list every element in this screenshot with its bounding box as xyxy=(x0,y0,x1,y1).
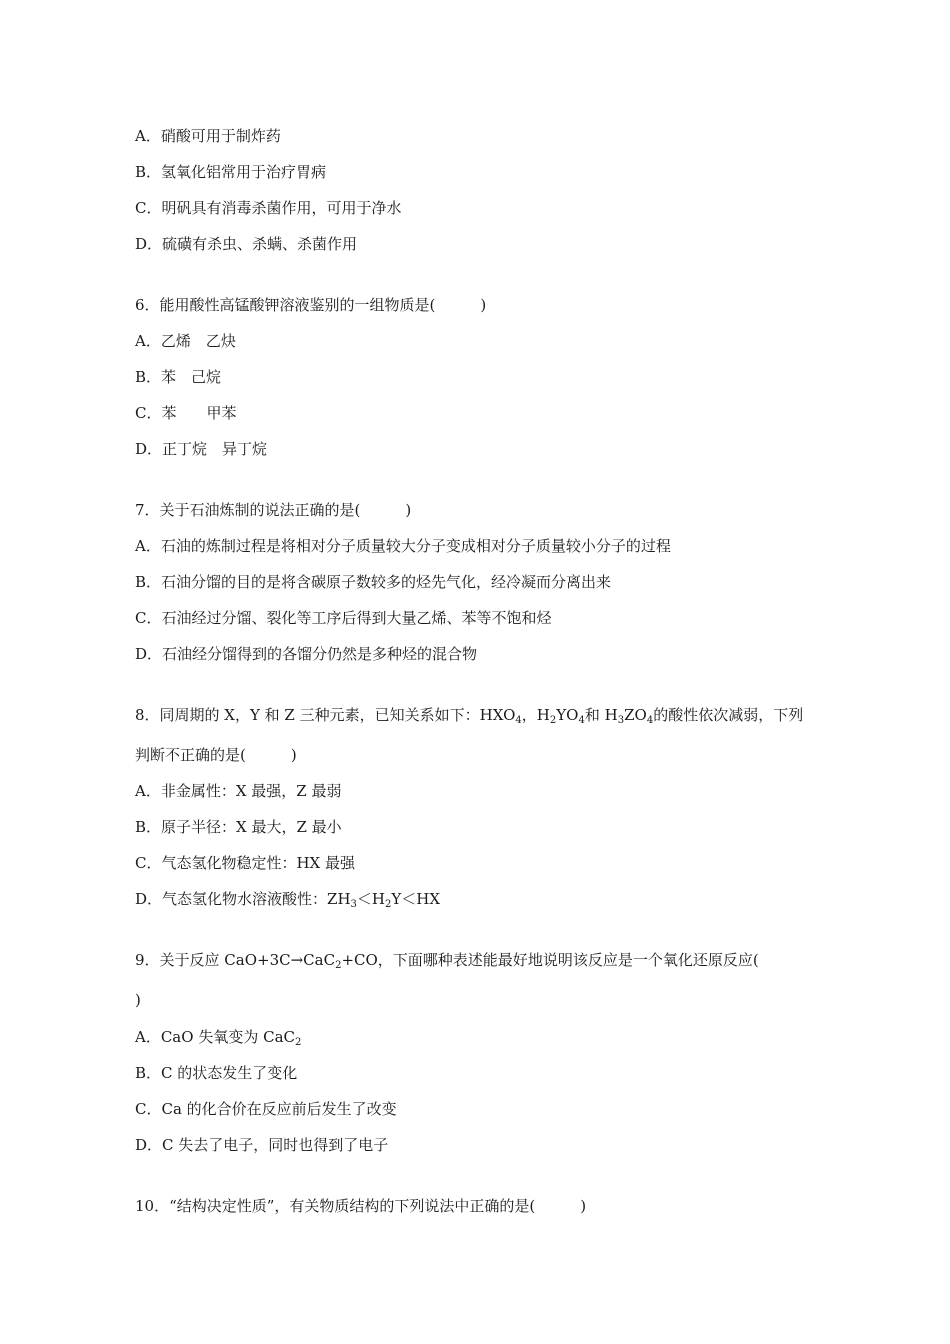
q8-option-c: C．气态氢化物稳定性：HX 最强 xyxy=(135,854,356,872)
q5-option-c: C．明矾具有消毒杀菌作用，可用于净水 xyxy=(135,199,402,217)
q8-stem: 8．同周期的 X，Y 和 Z 三种元素，已知关系如下：$HXO_4$，$H_2YO_4$和 $H_3ZO_4$的酸性依次减弱，下列 xyxy=(135,706,804,726)
q7-option-b: B．石油分馏的目的是将含碳原子数较多的烃先气化，经冷凝而分离出来 xyxy=(135,573,612,591)
q8-option-d: D．气态氢化物水溶液酸性：$ZH_3<H_2Y<HX$ xyxy=(135,890,441,910)
q9-stem-line2: ) xyxy=(135,991,141,1009)
q9-option-a: A．CaO 失氧变为 CaC$_2$ xyxy=(135,1028,302,1048)
q7-stem: 7．关于石油炼制的说法正确的是( ) xyxy=(135,501,412,519)
q9-option-b: B．C 的状态发生了变化 xyxy=(135,1064,298,1082)
q6-stem: 6．能用酸性高锰酸钾溶液鉴别的一组物质是( ) xyxy=(135,296,487,314)
q6-option-a: A．乙烯 乙炔 xyxy=(135,332,236,350)
q5-option-d: D．硫磺有杀虫、杀螨、杀菌作用 xyxy=(135,235,358,253)
q7-option-a: A．石油的炼制过程是将相对分子质量较大分子变成相对分子质量较小分子的过程 xyxy=(135,537,671,555)
q7-option-d: D．石油经分馏得到的各馏分仍然是多种烃的混合物 xyxy=(135,645,478,663)
q9-stem: 9．关于反应 CaO+3C→CaC$_2$+CO，下面哪种表述能最好地说明该反应是一个氧化还原反应( xyxy=(135,951,759,971)
q5-option-b: B．氢氧化铝常用于治疗胃病 xyxy=(135,163,327,181)
q6-option-c: C．苯 甲苯 xyxy=(135,404,237,422)
q7-option-c: C．石油经过分馏、裂化等工序后得到大量乙烯、苯等不饱和烃 xyxy=(135,609,552,627)
q9-option-c: C．Ca 的化合价在反应前后发生了改变 xyxy=(135,1100,397,1118)
q8-stem-line2: 判断不正确的是( ) xyxy=(135,746,297,764)
q9-option-d: D．C 失去了电子，同时也得到了电子 xyxy=(135,1136,389,1154)
q8-option-b: B．原子半径：X 最大，Z 最小 xyxy=(135,818,342,836)
q10-stem: 10．“结构决定性质”，有关物质结构的下列说法中正确的是( ) xyxy=(135,1197,587,1215)
q8-option-a: A．非金属性：X 最强，Z 最弱 xyxy=(135,782,342,800)
q6-option-d: D．正丁烷 异丁烷 xyxy=(135,440,268,458)
q5-option-a: A．硝酸可用于制炸药 xyxy=(135,127,281,145)
q6-option-b: B．苯 己烷 xyxy=(135,368,222,386)
